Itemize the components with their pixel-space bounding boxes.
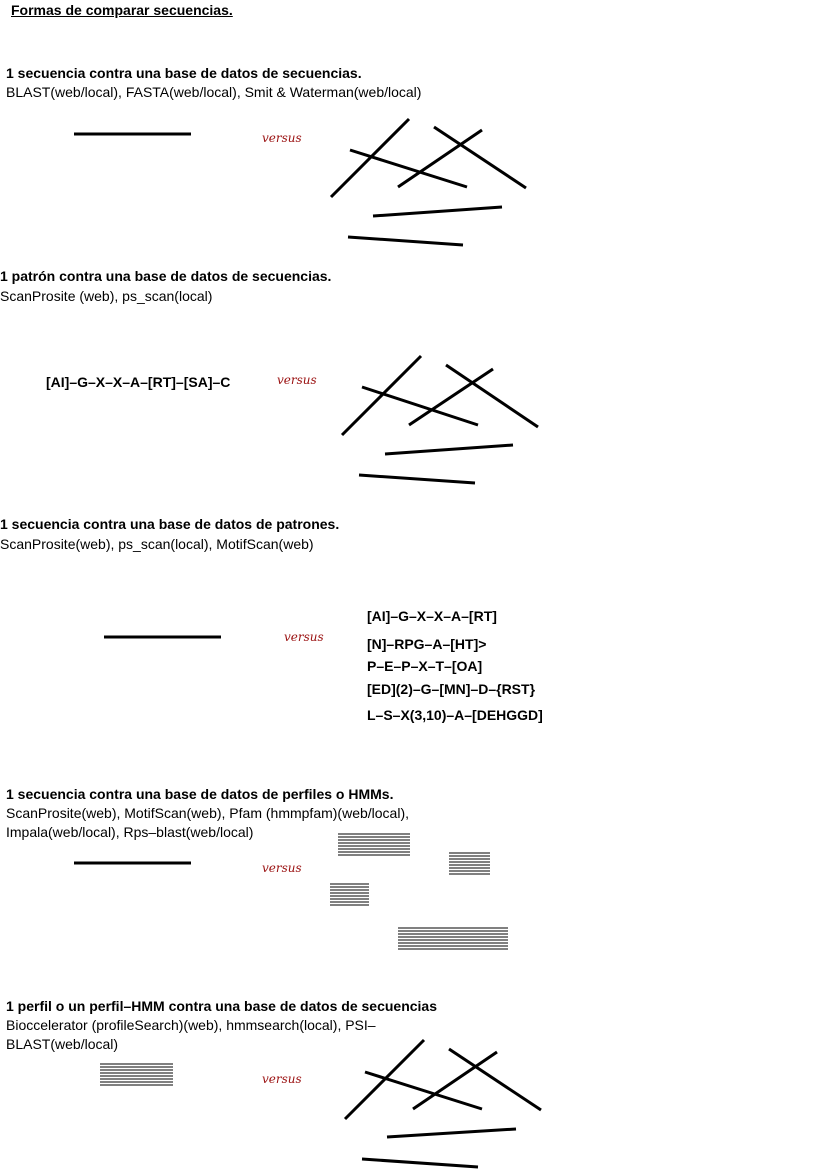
section-5-tools-line2: BLAST(web/local) [6,1036,119,1052]
section-1-heading: 1 secuencia contra una base de datos de secuencias. [6,65,362,81]
section-1-tools: BLAST(web/local), FASTA(web/local), Smit & Waterman(web/local) [6,84,422,100]
section-3-versus: versus [284,630,324,644]
profile-block [338,834,410,855]
section-2-heading: 1 patrón contra una base de datos de secuencias. [0,268,332,284]
section-2-tools: ScanProsite (web), ps_scan(local) [0,288,213,304]
page-title: Formas de comparar secuencias. [11,2,233,18]
pattern-db-item: [ED](2)–G–[MN]–D–{RST} [367,681,536,697]
pattern-db-item: L–S–X(3,10)–A–[DEHGGD] [367,707,543,723]
profile-database-4 [330,834,508,949]
section-5-tools-line1: Bioccelerator (profileSearch)(web), hmmsearch(local), PSI– [6,1017,376,1033]
section-3-heading: 1 secuencia contra una base de datos de patrones. [0,516,340,532]
pattern-db-item: [N]–RPG–A–[HT]> [367,636,487,652]
section-2-versus: versus [277,373,317,387]
section-4-tools-line1: ScanProsite(web), MotifScan(web), Pfam (hmmpfam)(web/local), [6,805,410,821]
profile-block [330,884,369,905]
sequence-database-1 [331,119,526,245]
profile-block [449,853,490,874]
section-1-versus: versus [262,131,302,145]
section-4-versus: versus [262,861,302,875]
section-5-heading: 1 perfil o un perfil–HMM contra una base de datos de secuencias [6,998,437,1014]
section-4-heading: 1 secuencia contra una base de datos de perfiles o HMMs. [6,786,394,802]
pattern-db-item: P–E–P–X–T–[OA] [367,658,483,674]
profile-block [398,928,508,949]
section-5-versus: versus [262,1072,302,1086]
section-3-tools: ScanProsite(web), ps_scan(local), MotifScan(web) [0,536,314,552]
sequence-database-2 [342,356,538,483]
section-4-tools-line2: Impala(web/local), Rps–blast(web/local) [6,824,254,840]
query-pattern: [AI]–G–X–X–A–[RT]–[SA]–C [46,374,231,390]
pattern-db-item: [AI]–G–X–X–A–[RT] [367,608,497,624]
sequence-database-5 [345,1040,541,1167]
query-profile-5 [100,1064,173,1085]
